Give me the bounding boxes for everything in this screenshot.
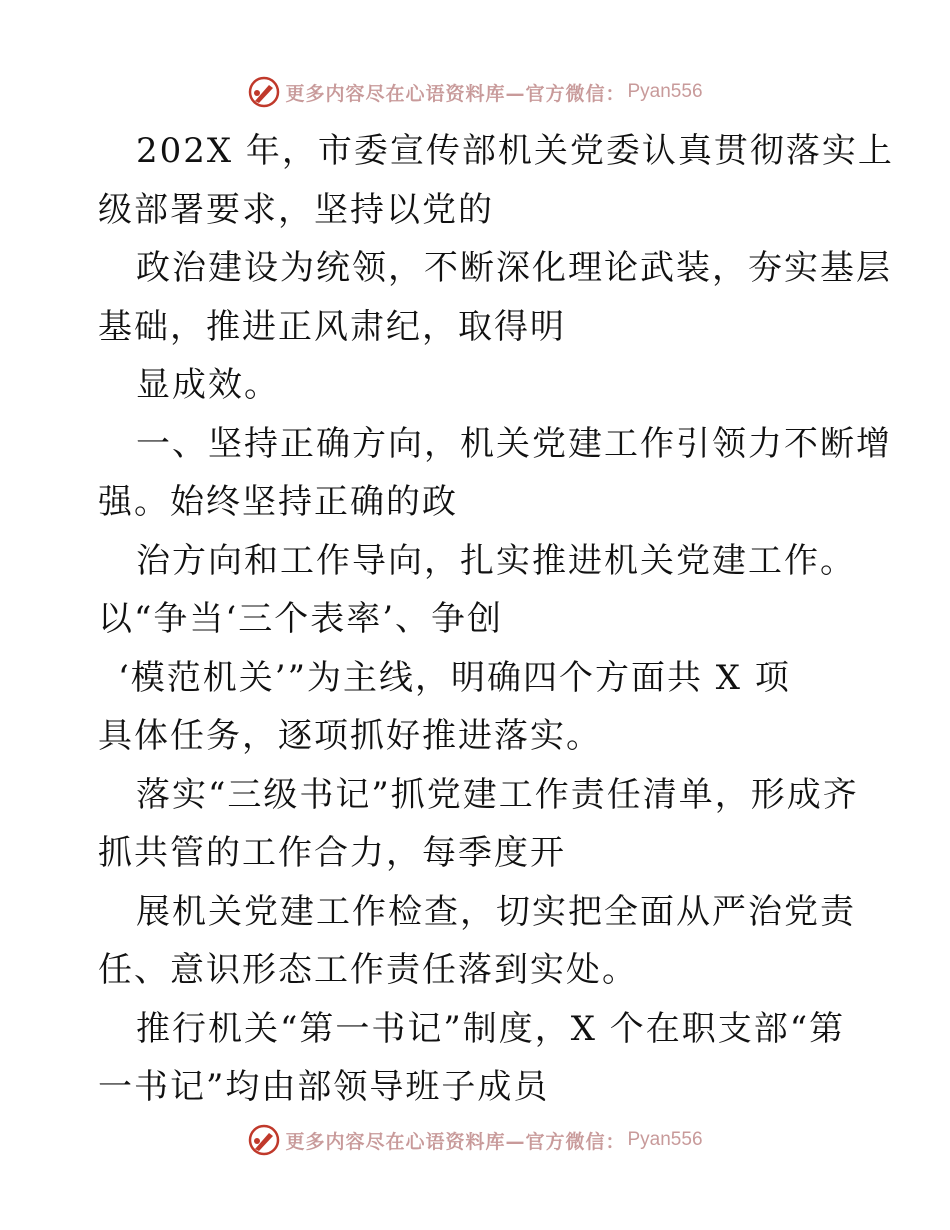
text-line: 202X 年，市委宣传部机关党委认真贯彻落实上 [136,131,894,171]
document-body [98,122,894,1117]
text-line: 一书记”均由部领导班子成员 [98,1067,550,1107]
text-line: 政治建设为统领，不断深化理论武装，夯实基层 [136,248,892,288]
text-line: 治方向和工作导向，扎实推进机关党建工作。 [136,540,856,581]
text-line: 以“争当‘三个表率’、争创 [98,599,503,639]
banner-text: 更多内容尽在心语资料库—官方微信： [285,1130,626,1153]
text-line: ‘模范机关’”为主线，明确四个方面共 X 项 [118,657,791,698]
pen-logo-icon [247,75,281,109]
text-line: 强。始终坚持正确的政 [98,482,458,522]
wechat-id: Pyan556 [627,81,703,102]
pen-logo-icon [247,1123,281,1157]
text-line: 显成效。 [136,365,280,405]
text-line: 推行机关“第一书记”制度，X 个在职支部“第 [136,1008,846,1049]
wechat-id: Pyan556 [627,1129,703,1150]
banner-text: 更多内容尽在心语资料库—官方微信： [285,82,626,105]
text-line: 具体任务，逐项抓好推进落实。 [98,716,602,756]
footer-banner [0,1120,950,1160]
text-line: 基础，推进正风肃纪，取得明 [98,306,566,347]
text-line: 抓共管的工作合力，每季度开 [98,833,566,873]
header-banner [0,72,950,112]
text-line: 展机关党建工作检查，切实把全面从严治党责 [136,891,856,932]
text-line: 任、意识形态工作责任落到实处。 [98,950,638,990]
text-line: 级部署要求，坚持以党的 [98,189,494,230]
text-line: 落实“三级书记”抓党建工作责任清单，形成齐 [136,774,859,815]
text-line: 一、坚持正确方向，机关党建工作引领力不断增 [136,423,892,464]
